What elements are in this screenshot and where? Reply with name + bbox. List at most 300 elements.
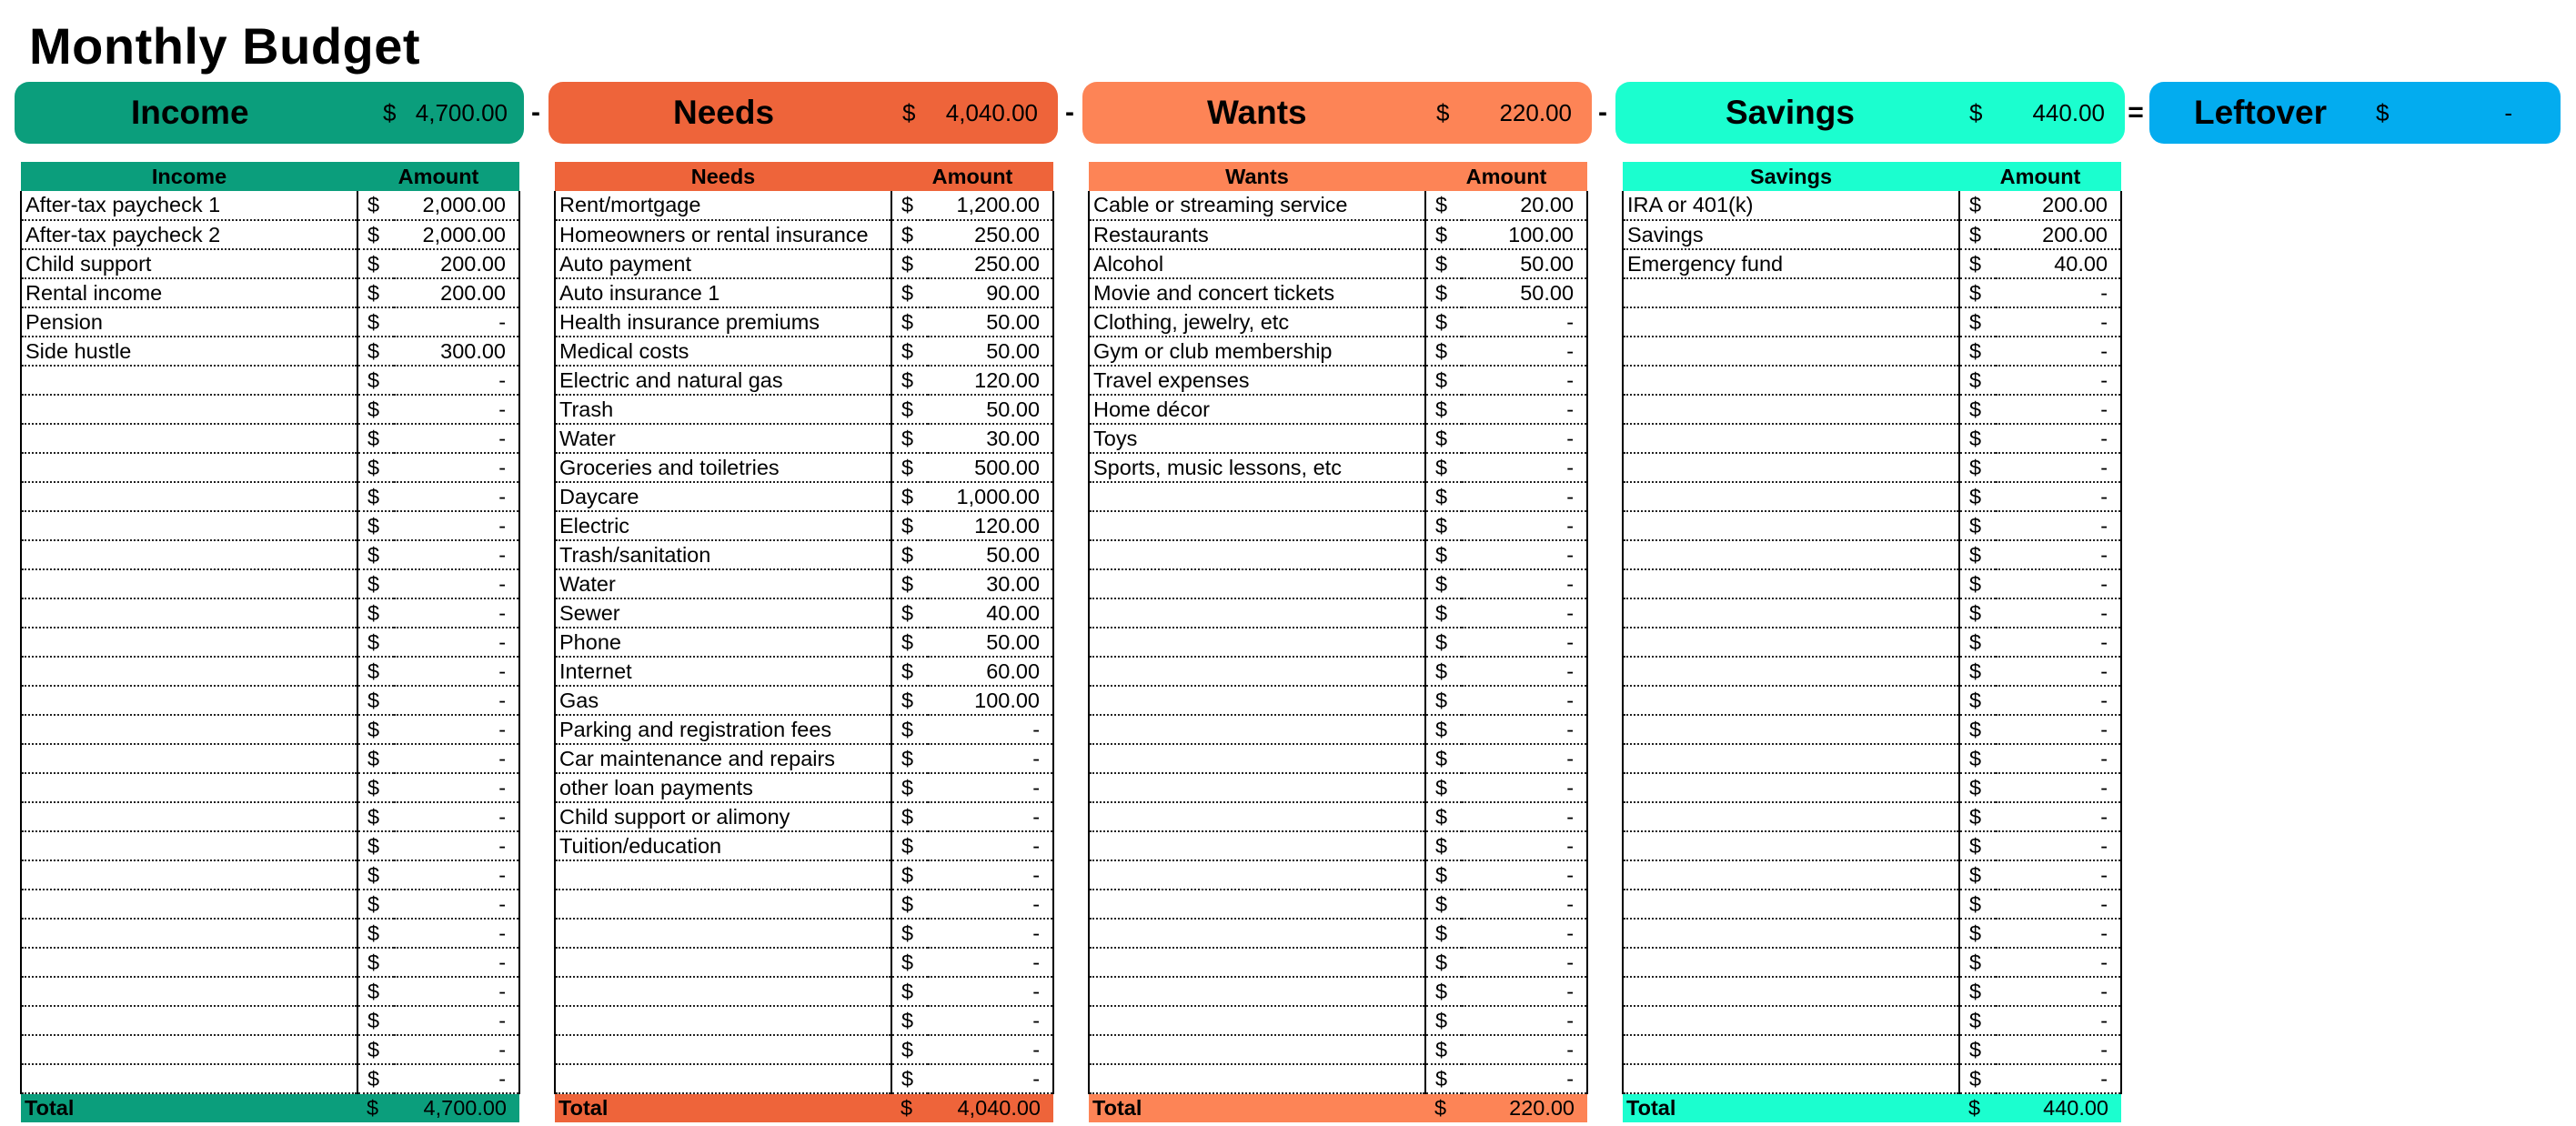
currency-cell[interactable]: $ (1959, 744, 1996, 773)
item-cell[interactable] (1623, 569, 1959, 598)
item-cell[interactable] (21, 366, 357, 395)
currency-cell[interactable]: $ (1425, 482, 1462, 511)
amount-cell[interactable]: - (394, 598, 519, 628)
currency-cell[interactable]: $ (1425, 860, 1462, 890)
amount-cell[interactable]: - (1462, 337, 1587, 366)
amount-cell[interactable]: - (928, 715, 1053, 744)
amount-cell[interactable]: - (394, 424, 519, 453)
item-cell[interactable]: Toys (1089, 424, 1425, 453)
item-cell[interactable] (1089, 482, 1425, 511)
item-cell[interactable] (1623, 686, 1959, 715)
currency-cell[interactable]: $ (1425, 657, 1462, 686)
currency-cell[interactable]: $ (357, 715, 394, 744)
amount-cell[interactable]: 250.00 (928, 249, 1053, 278)
amount-cell[interactable]: 200.00 (394, 278, 519, 307)
item-cell[interactable]: Cable or streaming service (1089, 191, 1425, 220)
item-cell[interactable]: Emergency fund (1623, 249, 1959, 278)
currency-cell[interactable]: $ (891, 802, 928, 831)
item-cell[interactable] (1623, 482, 1959, 511)
item-cell[interactable]: Alcohol (1089, 249, 1425, 278)
item-cell[interactable] (1089, 977, 1425, 1006)
currency-cell[interactable]: $ (1959, 395, 1996, 424)
currency-cell[interactable]: $ (357, 511, 394, 540)
currency-cell[interactable]: $ (357, 191, 394, 220)
amount-cell[interactable]: - (394, 948, 519, 977)
amount-cell[interactable]: 60.00 (928, 657, 1053, 686)
item-cell[interactable] (1623, 802, 1959, 831)
amount-cell[interactable]: - (1462, 948, 1587, 977)
amount-cell[interactable]: - (1996, 773, 2121, 802)
item-cell[interactable]: Groceries and toiletries (555, 453, 891, 482)
item-cell[interactable]: Restaurants (1089, 220, 1425, 249)
amount-cell[interactable]: - (394, 860, 519, 890)
currency-cell[interactable]: $ (357, 424, 394, 453)
amount-cell[interactable]: 50.00 (1462, 278, 1587, 307)
item-cell[interactable]: Water (555, 424, 891, 453)
item-cell[interactable]: Pension (21, 307, 357, 337)
currency-cell[interactable]: $ (357, 366, 394, 395)
currency-cell[interactable]: $ (1425, 744, 1462, 773)
currency-cell[interactable]: $ (891, 686, 928, 715)
item-cell[interactable]: Rental income (21, 278, 357, 307)
amount-cell[interactable]: 40.00 (928, 598, 1053, 628)
amount-cell[interactable]: - (1996, 598, 2121, 628)
amount-cell[interactable]: - (1996, 540, 2121, 569)
currency-cell[interactable]: $ (1425, 948, 1462, 977)
currency-cell[interactable]: $ (1425, 249, 1462, 278)
amount-cell[interactable]: 30.00 (928, 569, 1053, 598)
currency-cell[interactable]: $ (1425, 686, 1462, 715)
amount-cell[interactable]: - (928, 948, 1053, 977)
currency-cell[interactable]: $ (1425, 890, 1462, 919)
currency-cell[interactable]: $ (1959, 773, 1996, 802)
needs-summary[interactable] (548, 82, 1058, 144)
currency-cell[interactable]: $ (1959, 453, 1996, 482)
item-cell[interactable] (555, 890, 891, 919)
amount-cell[interactable]: - (1996, 948, 2121, 977)
item-cell[interactable] (21, 1064, 357, 1093)
currency-cell[interactable]: $ (891, 598, 928, 628)
currency-cell[interactable]: $ (891, 395, 928, 424)
amount-cell[interactable]: - (1996, 511, 2121, 540)
amount-cell[interactable]: - (928, 802, 1053, 831)
amount-cell[interactable]: - (928, 773, 1053, 802)
item-cell[interactable] (1623, 860, 1959, 890)
amount-cell[interactable]: - (1462, 773, 1587, 802)
item-cell[interactable] (1089, 1006, 1425, 1035)
amount-cell[interactable]: - (1462, 628, 1587, 657)
currency-cell[interactable]: $ (891, 773, 928, 802)
currency-cell[interactable]: $ (1425, 453, 1462, 482)
item-cell[interactable] (21, 657, 357, 686)
amount-cell[interactable]: - (1996, 569, 2121, 598)
item-cell[interactable] (21, 569, 357, 598)
amount-cell[interactable]: - (1996, 715, 2121, 744)
item-cell[interactable] (1623, 628, 1959, 657)
amount-cell[interactable]: - (1462, 569, 1587, 598)
currency-cell[interactable]: $ (1959, 831, 1996, 860)
currency-cell[interactable]: $ (1425, 307, 1462, 337)
item-cell[interactable] (1623, 773, 1959, 802)
amount-cell[interactable]: - (928, 890, 1053, 919)
amount-cell[interactable]: - (1996, 831, 2121, 860)
currency-cell[interactable]: $ (891, 511, 928, 540)
amount-cell[interactable]: - (394, 744, 519, 773)
item-cell[interactable]: Health insurance premiums (555, 307, 891, 337)
item-cell[interactable] (1623, 977, 1959, 1006)
item-cell[interactable] (21, 598, 357, 628)
amount-cell[interactable]: - (394, 919, 519, 948)
amount-cell[interactable]: - (1996, 802, 2121, 831)
currency-cell[interactable]: $ (1425, 220, 1462, 249)
currency-cell[interactable]: $ (357, 773, 394, 802)
amount-cell[interactable]: 1,000.00 (928, 482, 1053, 511)
item-cell[interactable] (21, 1035, 357, 1064)
item-cell[interactable] (1089, 919, 1425, 948)
currency-cell[interactable]: $ (1425, 919, 1462, 948)
currency-cell[interactable]: $ (1959, 977, 1996, 1006)
currency-cell[interactable]: $ (891, 366, 928, 395)
item-cell[interactable] (21, 948, 357, 977)
item-cell[interactable] (1089, 715, 1425, 744)
amount-cell[interactable]: 100.00 (1462, 220, 1587, 249)
amount-cell[interactable]: - (1462, 919, 1587, 948)
currency-cell[interactable]: $ (1425, 802, 1462, 831)
amount-cell[interactable]: 300.00 (394, 337, 519, 366)
amount-cell[interactable]: - (1996, 337, 2121, 366)
item-cell[interactable] (1623, 453, 1959, 482)
item-cell[interactable] (21, 1006, 357, 1035)
currency-cell[interactable]: $ (1959, 802, 1996, 831)
currency-cell[interactable]: $ (1959, 598, 1996, 628)
currency-cell[interactable]: $ (1425, 1035, 1462, 1064)
item-cell[interactable] (1623, 307, 1959, 337)
currency-cell[interactable]: $ (1959, 220, 1996, 249)
currency-cell[interactable]: $ (1959, 628, 1996, 657)
amount-cell[interactable]: - (1996, 977, 2121, 1006)
amount-cell[interactable]: 100.00 (928, 686, 1053, 715)
currency-cell[interactable]: $ (891, 657, 928, 686)
item-cell[interactable] (21, 744, 357, 773)
amount-cell[interactable]: - (1996, 1064, 2121, 1093)
amount-cell[interactable]: - (1996, 366, 2121, 395)
item-cell[interactable]: Gym or club membership (1089, 337, 1425, 366)
currency-cell[interactable]: $ (357, 1006, 394, 1035)
item-cell[interactable]: Electric and natural gas (555, 366, 891, 395)
item-cell[interactable] (21, 453, 357, 482)
currency-cell[interactable]: $ (891, 1035, 928, 1064)
item-cell[interactable]: Car maintenance and repairs (555, 744, 891, 773)
currency-cell[interactable]: $ (1959, 919, 1996, 948)
amount-cell[interactable]: - (394, 366, 519, 395)
item-cell[interactable] (1089, 831, 1425, 860)
item-cell[interactable] (1623, 395, 1959, 424)
amount-cell[interactable]: - (1462, 1035, 1587, 1064)
amount-cell[interactable]: 40.00 (1996, 249, 2121, 278)
currency-cell[interactable]: $ (357, 278, 394, 307)
amount-cell[interactable]: - (1996, 307, 2121, 337)
currency-cell[interactable]: $ (1959, 424, 1996, 453)
amount-cell[interactable]: 250.00 (928, 220, 1053, 249)
amount-cell[interactable]: - (1996, 919, 2121, 948)
amount-cell[interactable]: - (928, 977, 1053, 1006)
currency-cell[interactable]: $ (891, 919, 928, 948)
item-cell[interactable] (21, 831, 357, 860)
amount-cell[interactable]: - (394, 686, 519, 715)
currency-cell[interactable]: $ (1959, 482, 1996, 511)
item-cell[interactable] (1089, 1064, 1425, 1093)
item-cell[interactable] (1623, 1064, 1959, 1093)
amount-cell[interactable]: - (394, 307, 519, 337)
item-cell[interactable] (1089, 628, 1425, 657)
amount-cell[interactable]: - (394, 1035, 519, 1064)
item-cell[interactable] (1089, 569, 1425, 598)
currency-cell[interactable]: $ (1959, 1006, 1996, 1035)
savings-summary[interactable] (1615, 82, 2125, 144)
currency-cell[interactable]: $ (891, 948, 928, 977)
currency-cell[interactable]: $ (1959, 249, 1996, 278)
item-cell[interactable] (555, 1006, 891, 1035)
item-cell[interactable] (555, 919, 891, 948)
item-cell[interactable] (1089, 773, 1425, 802)
amount-cell[interactable]: 20.00 (1462, 191, 1587, 220)
currency-cell[interactable]: $ (891, 249, 928, 278)
item-cell[interactable] (1623, 715, 1959, 744)
currency-cell[interactable]: $ (891, 1064, 928, 1093)
currency-cell[interactable]: $ (1425, 598, 1462, 628)
item-cell[interactable] (21, 773, 357, 802)
item-cell[interactable] (1623, 1035, 1959, 1064)
item-cell[interactable]: Medical costs (555, 337, 891, 366)
currency-cell[interactable]: $ (1425, 628, 1462, 657)
amount-cell[interactable]: - (1462, 890, 1587, 919)
item-cell[interactable] (1623, 366, 1959, 395)
currency-cell[interactable]: $ (1425, 569, 1462, 598)
item-cell[interactable]: Phone (555, 628, 891, 657)
item-cell[interactable]: IRA or 401(k) (1623, 191, 1959, 220)
item-cell[interactable]: Savings (1623, 220, 1959, 249)
item-cell[interactable] (21, 395, 357, 424)
amount-cell[interactable]: - (1462, 511, 1587, 540)
currency-cell[interactable]: $ (357, 453, 394, 482)
item-cell[interactable]: Travel expenses (1089, 366, 1425, 395)
amount-cell[interactable]: - (928, 831, 1053, 860)
amount-cell[interactable]: - (394, 395, 519, 424)
item-cell[interactable]: Child support or alimony (555, 802, 891, 831)
currency-cell[interactable]: $ (1959, 307, 1996, 337)
amount-cell[interactable]: - (928, 1006, 1053, 1035)
amount-cell[interactable]: 50.00 (928, 337, 1053, 366)
currency-cell[interactable]: $ (1959, 278, 1996, 307)
amount-cell[interactable]: 50.00 (928, 307, 1053, 337)
currency-cell[interactable]: $ (891, 715, 928, 744)
item-cell[interactable] (1089, 540, 1425, 569)
currency-cell[interactable]: $ (1425, 278, 1462, 307)
currency-cell[interactable]: $ (1425, 511, 1462, 540)
amount-cell[interactable]: 200.00 (1996, 220, 2121, 249)
item-cell[interactable]: Clothing, jewelry, etc (1089, 307, 1425, 337)
amount-cell[interactable]: - (394, 453, 519, 482)
currency-cell[interactable]: $ (1959, 337, 1996, 366)
item-cell[interactable] (1089, 860, 1425, 890)
amount-cell[interactable]: - (1462, 977, 1587, 1006)
amount-cell[interactable]: - (1996, 278, 2121, 307)
item-cell[interactable] (21, 919, 357, 948)
amount-cell[interactable]: - (394, 511, 519, 540)
item-cell[interactable] (1089, 744, 1425, 773)
amount-cell[interactable]: - (394, 569, 519, 598)
item-cell[interactable] (555, 948, 891, 977)
item-cell[interactable] (1089, 802, 1425, 831)
currency-cell[interactable]: $ (357, 919, 394, 948)
item-cell[interactable] (21, 424, 357, 453)
item-cell[interactable] (1089, 890, 1425, 919)
amount-cell[interactable]: 200.00 (394, 249, 519, 278)
amount-cell[interactable]: - (1462, 482, 1587, 511)
amount-cell[interactable]: - (1462, 686, 1587, 715)
currency-cell[interactable]: $ (891, 540, 928, 569)
amount-cell[interactable]: 120.00 (928, 366, 1053, 395)
amount-cell[interactable]: - (394, 1064, 519, 1093)
currency-cell[interactable]: $ (1959, 511, 1996, 540)
currency-cell[interactable]: $ (1425, 1064, 1462, 1093)
item-cell[interactable] (1623, 511, 1959, 540)
currency-cell[interactable]: $ (357, 657, 394, 686)
item-cell[interactable]: Home décor (1089, 395, 1425, 424)
currency-cell[interactable]: $ (891, 307, 928, 337)
item-cell[interactable] (21, 977, 357, 1006)
item-cell[interactable]: After-tax paycheck 2 (21, 220, 357, 249)
amount-cell[interactable]: - (1462, 395, 1587, 424)
currency-cell[interactable]: $ (357, 220, 394, 249)
item-cell[interactable]: Homeowners or rental insurance (555, 220, 891, 249)
currency-cell[interactable]: $ (357, 802, 394, 831)
item-cell[interactable] (555, 1035, 891, 1064)
currency-cell[interactable]: $ (891, 220, 928, 249)
amount-cell[interactable]: 30.00 (928, 424, 1053, 453)
amount-cell[interactable]: - (394, 977, 519, 1006)
item-cell[interactable]: Movie and concert tickets (1089, 278, 1425, 307)
currency-cell[interactable]: $ (891, 1006, 928, 1035)
item-cell[interactable]: Side hustle (21, 337, 357, 366)
item-cell[interactable] (555, 977, 891, 1006)
currency-cell[interactable]: $ (1959, 948, 1996, 977)
amount-cell[interactable]: 50.00 (928, 395, 1053, 424)
currency-cell[interactable]: $ (357, 307, 394, 337)
item-cell[interactable] (1623, 424, 1959, 453)
currency-cell[interactable]: $ (1425, 540, 1462, 569)
item-cell[interactable] (1089, 686, 1425, 715)
currency-cell[interactable]: $ (357, 890, 394, 919)
currency-cell[interactable]: $ (891, 628, 928, 657)
amount-cell[interactable]: - (1462, 1006, 1587, 1035)
amount-cell[interactable]: 500.00 (928, 453, 1053, 482)
amount-cell[interactable]: 50.00 (928, 540, 1053, 569)
currency-cell[interactable]: $ (357, 860, 394, 890)
item-cell[interactable] (1623, 948, 1959, 977)
amount-cell[interactable]: - (1462, 1064, 1587, 1093)
amount-cell[interactable]: - (1462, 540, 1587, 569)
currency-cell[interactable]: $ (357, 337, 394, 366)
amount-cell[interactable]: - (928, 860, 1053, 890)
item-cell[interactable]: Tuition/education (555, 831, 891, 860)
amount-cell[interactable]: - (1996, 1006, 2121, 1035)
amount-cell[interactable]: - (1996, 482, 2121, 511)
amount-cell[interactable]: - (1996, 890, 2121, 919)
item-cell[interactable] (21, 482, 357, 511)
currency-cell[interactable]: $ (1425, 773, 1462, 802)
currency-cell[interactable]: $ (357, 831, 394, 860)
item-cell[interactable] (21, 890, 357, 919)
item-cell[interactable] (1623, 831, 1959, 860)
item-cell[interactable] (1089, 948, 1425, 977)
currency-cell[interactable]: $ (357, 569, 394, 598)
currency-cell[interactable]: $ (891, 453, 928, 482)
amount-cell[interactable]: - (394, 1006, 519, 1035)
item-cell[interactable] (21, 511, 357, 540)
amount-cell[interactable]: - (1996, 686, 2121, 715)
amount-cell[interactable]: - (1996, 860, 2121, 890)
amount-cell[interactable]: 2,000.00 (394, 220, 519, 249)
currency-cell[interactable]: $ (1425, 191, 1462, 220)
item-cell[interactable]: Trash/sanitation (555, 540, 891, 569)
item-cell[interactable] (1623, 278, 1959, 307)
item-cell[interactable] (21, 540, 357, 569)
item-cell[interactable] (1623, 657, 1959, 686)
amount-cell[interactable]: 50.00 (928, 628, 1053, 657)
currency-cell[interactable]: $ (1425, 366, 1462, 395)
item-cell[interactable] (1623, 744, 1959, 773)
currency-cell[interactable]: $ (1959, 191, 1996, 220)
currency-cell[interactable]: $ (1425, 831, 1462, 860)
currency-cell[interactable]: $ (1959, 569, 1996, 598)
item-cell[interactable]: other loan payments (555, 773, 891, 802)
amount-cell[interactable]: - (1462, 657, 1587, 686)
item-cell[interactable] (1623, 890, 1959, 919)
currency-cell[interactable]: $ (1959, 540, 1996, 569)
amount-cell[interactable]: - (1996, 628, 2121, 657)
amount-cell[interactable]: 90.00 (928, 278, 1053, 307)
item-cell[interactable] (555, 860, 891, 890)
currency-cell[interactable]: $ (891, 831, 928, 860)
amount-cell[interactable]: 120.00 (928, 511, 1053, 540)
item-cell[interactable]: Trash (555, 395, 891, 424)
amount-cell[interactable]: - (928, 919, 1053, 948)
item-cell[interactable] (1623, 337, 1959, 366)
amount-cell[interactable]: - (394, 831, 519, 860)
item-cell[interactable] (1089, 598, 1425, 628)
currency-cell[interactable]: $ (1425, 715, 1462, 744)
amount-cell[interactable]: - (394, 715, 519, 744)
currency-cell[interactable]: $ (891, 337, 928, 366)
item-cell[interactable] (1623, 919, 1959, 948)
currency-cell[interactable]: $ (357, 395, 394, 424)
currency-cell[interactable]: $ (1959, 1064, 1996, 1093)
amount-cell[interactable]: - (928, 1035, 1053, 1064)
amount-cell[interactable]: - (394, 890, 519, 919)
amount-cell[interactable]: - (1462, 802, 1587, 831)
currency-cell[interactable]: $ (357, 540, 394, 569)
item-cell[interactable]: Sewer (555, 598, 891, 628)
amount-cell[interactable]: - (928, 1064, 1053, 1093)
currency-cell[interactable]: $ (357, 628, 394, 657)
amount-cell[interactable]: - (394, 802, 519, 831)
currency-cell[interactable]: $ (357, 686, 394, 715)
currency-cell[interactable]: $ (891, 278, 928, 307)
currency-cell[interactable]: $ (1959, 1035, 1996, 1064)
amount-cell[interactable]: 2,000.00 (394, 191, 519, 220)
item-cell[interactable]: Daycare (555, 482, 891, 511)
